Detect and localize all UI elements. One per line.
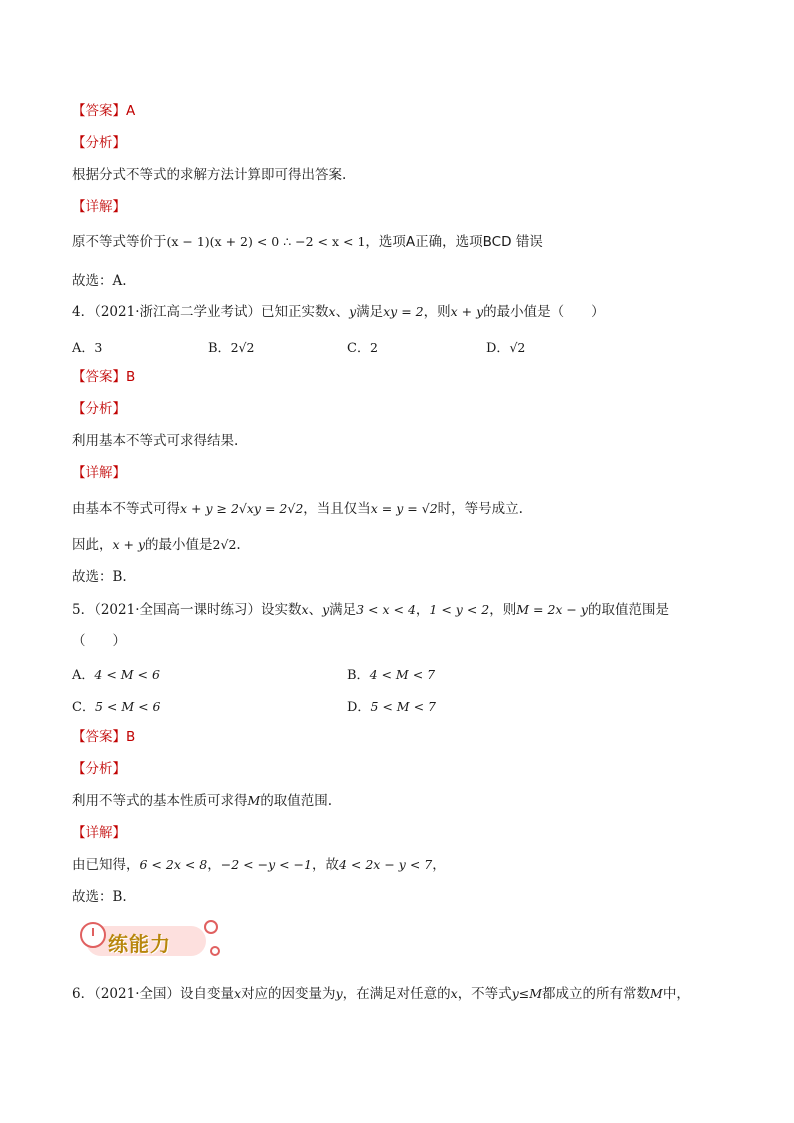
q3-detail-text xyxy=(72,233,543,251)
q3-choose: 故选：A. xyxy=(72,273,127,289)
q5-detail-part: ，故 xyxy=(311,857,339,873)
q5-option-d xyxy=(347,696,436,715)
q3-analysis-tag-line xyxy=(72,134,126,152)
option-label: D． xyxy=(486,341,510,356)
q5-stem-part: ， xyxy=(415,602,430,618)
q4-stem xyxy=(72,303,605,321)
q6-stem-part: 6．（2021·全国）设自变量 xyxy=(72,986,234,1002)
q6-var-m: M xyxy=(650,986,663,1001)
q4-stem-part: 的最小值是（ ） xyxy=(483,304,605,320)
q5-analysis-part: 利用不等式的基本性质可求得 xyxy=(72,793,248,809)
q4-analysis-text: 利用基本不等式可求得结果. xyxy=(72,433,239,449)
q5-answer-line xyxy=(72,728,135,746)
q6-var-y: y xyxy=(335,986,343,1001)
q4-option-d xyxy=(486,337,525,356)
option-value: 5 < M < 6 xyxy=(94,699,161,714)
q3-detail-tag-line xyxy=(72,198,126,216)
q4-detail-part: 时，等号成立. xyxy=(437,501,523,517)
q3-detail-part: 错误 xyxy=(515,234,543,250)
q5-stem-part: 的取值范围是 xyxy=(587,602,669,618)
q3-detail-part: 正确，选项 xyxy=(415,234,483,250)
q3-answer-line xyxy=(72,102,135,120)
option-label: B． xyxy=(208,341,231,356)
q5-stem xyxy=(72,601,669,619)
q5-stem-part: 、 xyxy=(308,602,323,618)
q4-condition: xy = 2 xyxy=(383,304,424,319)
detail-tag: 【详解】 xyxy=(72,199,126,215)
q5-option-a xyxy=(72,664,160,683)
q4-stem-part: 4．（2021·浙江高二学业考试）已知正实数 xyxy=(72,304,329,320)
q5-detail-text xyxy=(72,856,446,874)
q5-detail-part: ， xyxy=(432,857,446,873)
q4-stem-part: 满足 xyxy=(356,304,384,320)
q5-condition: 3 < x < 4 xyxy=(356,602,416,617)
q6-stem-part: ，在满足对任意的 xyxy=(342,986,451,1002)
q4-option-b xyxy=(208,337,254,356)
q5-option-c xyxy=(72,696,161,715)
q5-detail-part: 由已知得， xyxy=(72,857,140,873)
q4-conclusion-math: x + y xyxy=(112,537,146,552)
q4-var-y: y xyxy=(349,304,357,319)
q4-option-c xyxy=(347,337,378,356)
q6-stem-part: 中， xyxy=(662,986,690,1002)
q4-detail-tag-line xyxy=(72,464,126,482)
clock-icon xyxy=(80,922,106,948)
q4-option-a xyxy=(72,337,102,356)
q4-choose: 故选：B. xyxy=(72,569,127,585)
q6-stem-part: 都成立的所有常数 xyxy=(542,986,651,1002)
q6-stem-part: 对应的因变量为 xyxy=(241,986,336,1002)
q4-detail-math: x = y = √2 xyxy=(370,501,438,516)
q3-detail-option: BCD xyxy=(482,234,512,250)
option-label: C． xyxy=(72,700,95,715)
q4-conclusion-part: . xyxy=(236,537,241,553)
q5-detail-part: ， xyxy=(207,857,221,873)
option-label: D． xyxy=(347,700,371,715)
q5-choose: 故选：B. xyxy=(72,889,127,905)
q4-conclusion-part: 因此， xyxy=(72,537,113,553)
q4-conclusion-part: 的最小值是 xyxy=(145,537,213,553)
section-badge xyxy=(78,920,218,964)
option-value: 4 < M < 7 xyxy=(369,667,436,682)
q4-stem-part: 、 xyxy=(335,304,350,320)
option-value: 3 xyxy=(94,340,103,355)
detail-tag: 【详解】 xyxy=(72,465,126,481)
q4-detail-part: 由基本不等式可得 xyxy=(72,501,180,517)
q5-stem-part: 满足 xyxy=(329,602,357,618)
q4-conclusion xyxy=(72,536,241,554)
q3-answer: A xyxy=(126,103,136,119)
q6-var-x: x xyxy=(234,986,242,1001)
q5-detail-tag-line xyxy=(72,824,126,842)
q4-var-x: x xyxy=(328,304,336,319)
answer-tag: 【答案】 xyxy=(72,369,126,385)
option-label: A． xyxy=(72,668,95,683)
q4-answer-line xyxy=(72,368,135,386)
option-value: 4 < M < 6 xyxy=(94,667,160,682)
q6-var-x: x xyxy=(450,986,458,1001)
q5-detail-math: −2 < −y < −1 xyxy=(220,857,312,872)
q3-detail-option: A xyxy=(405,234,416,250)
option-label: B． xyxy=(347,668,370,683)
q6-inequality: y≤M xyxy=(511,986,543,1001)
analysis-tag: 【分析】 xyxy=(72,401,126,417)
option-label: A． xyxy=(72,341,95,356)
q5-analysis-text xyxy=(72,792,332,810)
q3-detail-math: (x − 1)(x + 2) < 0 ∴ −2 < x < 1 xyxy=(166,234,366,249)
q4-stem-part: ，则 xyxy=(423,304,451,320)
q4-conclusion-math: 2√2 xyxy=(212,537,237,552)
option-value: 5 < M < 7 xyxy=(370,699,436,714)
q4-expression: x + y xyxy=(450,304,484,319)
q5-detail-math: 6 < 2x < 8 xyxy=(139,857,208,872)
q5-var-y: y xyxy=(322,602,330,617)
q3-detail-part: 原不等式等价于 xyxy=(72,234,167,250)
option-value: 2√2 xyxy=(230,340,255,355)
q4-detail-text xyxy=(72,500,523,518)
q4-detail-math: x + y ≥ 2√xy = 2√2 xyxy=(180,501,304,516)
q5-paren: （ ） xyxy=(72,633,126,649)
q5-detail-math: 4 < 2x − y < 7 xyxy=(338,857,433,872)
q5-expression: M = 2x − y xyxy=(516,602,588,617)
q6-stem-part: ，不等式 xyxy=(457,986,512,1002)
q4-detail-part: ，当且仅当 xyxy=(303,501,371,517)
dot-icon xyxy=(204,920,218,934)
option-value: √2 xyxy=(509,340,526,355)
q4-analysis-tag-line xyxy=(72,400,126,418)
q3-analysis-text: 根据分式不等式的求解方法计算即可得出答案. xyxy=(72,167,347,183)
answer-tag: 【答案】 xyxy=(72,103,126,119)
q6-stem xyxy=(72,985,690,1003)
q5-stem-part: 5．（2021·全国高一课时练习）设实数 xyxy=(72,602,302,618)
q5-analysis-tag-line xyxy=(72,760,126,778)
option-label: C． xyxy=(347,341,370,356)
section-title: 练能力 xyxy=(108,932,171,956)
q5-analysis-part: 的取值范围. xyxy=(260,793,333,809)
analysis-tag: 【分析】 xyxy=(72,135,126,151)
detail-tag: 【详解】 xyxy=(72,825,126,841)
q5-condition: 1 < y < 2 xyxy=(429,602,490,617)
answer-tag: 【答案】 xyxy=(72,729,126,745)
q5-stem-part: ，则 xyxy=(489,602,517,618)
q3-detail-part: ，选项 xyxy=(365,234,406,250)
q5-option-b xyxy=(347,664,435,683)
option-value: 2 xyxy=(369,340,378,355)
analysis-tag: 【分析】 xyxy=(72,761,126,777)
q5-analysis-var: M xyxy=(247,793,261,808)
q5-answer: B xyxy=(126,729,136,745)
q4-answer: B xyxy=(126,369,136,385)
q5-var-x: x xyxy=(301,602,309,617)
dot-icon xyxy=(210,946,220,956)
